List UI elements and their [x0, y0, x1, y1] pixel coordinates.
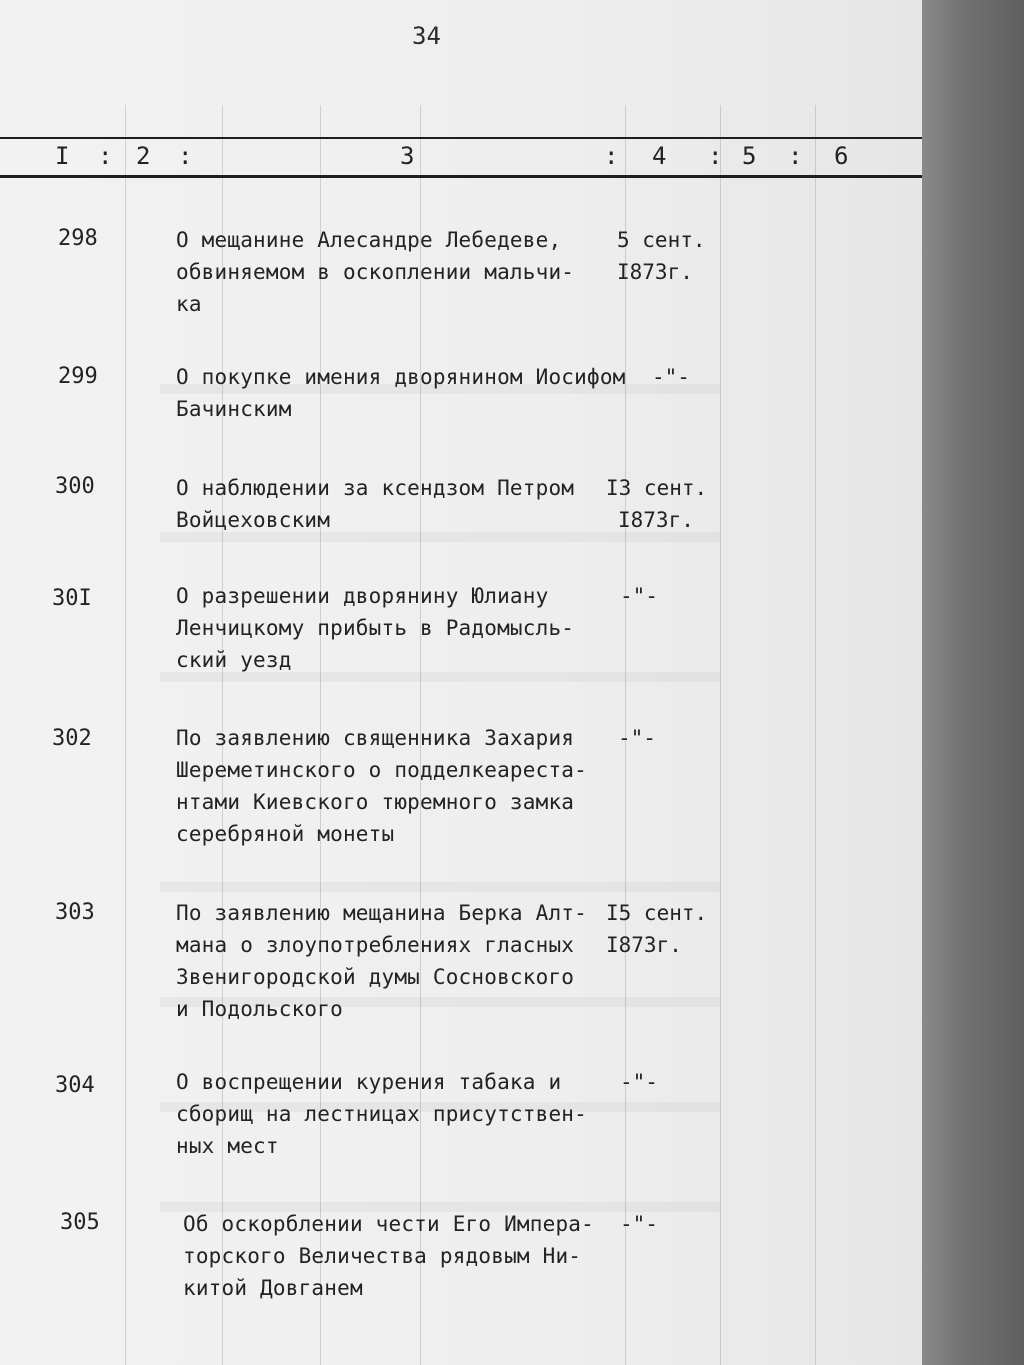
- entry-number: 303: [55, 900, 95, 925]
- column-divider: [125, 105, 126, 1365]
- entry-description: О наблюдении за ксендзом Петром Войцеховским: [176, 476, 575, 532]
- entry-description: О покупке имения дворянином Иосифом Бачинским: [176, 365, 626, 421]
- entry-date: I3 сент. I873г.: [606, 476, 708, 532]
- column-separator: :: [178, 142, 193, 170]
- column-separator: :: [708, 142, 723, 170]
- column-header-3: 3: [400, 142, 415, 170]
- column-header-1: I: [55, 142, 70, 170]
- header-bottom-rule: [0, 175, 922, 178]
- column-divider: [815, 105, 816, 1365]
- entry-date: -"-: [620, 1212, 658, 1236]
- entry-description: О разрешении дворянину Юлиану Ленчицкому прибыть в Радомысль- ский уезд: [176, 584, 575, 672]
- entry-number: 30I: [52, 586, 92, 611]
- entry-number: 302: [52, 726, 92, 751]
- entry-description: О воспрещении курения табака и сборищ на лестницах присутствен- ных мест: [176, 1070, 587, 1158]
- entry-description: По заявлению священника Захария Шереметинского о подделкеареста- нтами Киевского тюремного замка серебряной монеты: [176, 726, 587, 846]
- column-header-6: 6: [834, 142, 849, 170]
- entry-number: 300: [55, 474, 95, 499]
- column-header-5: 5: [742, 142, 757, 170]
- entry-number: 304: [55, 1073, 95, 1098]
- column-divider: [720, 105, 721, 1365]
- background-surface: [922, 0, 1024, 1365]
- entry-description: По заявлению мещанина Берка Алт- мана о злоупотреблениях гласных Звенигородской думы Сосновского и Подольского: [176, 901, 587, 1021]
- column-header-2: 2: [136, 142, 151, 170]
- column-separator: :: [788, 142, 803, 170]
- entry-date: I5 сент. I873г.: [606, 901, 708, 957]
- column-separator: :: [98, 142, 113, 170]
- entry-date: -"-: [620, 584, 658, 608]
- entry-number: 305: [60, 1210, 100, 1235]
- column-header-4: 4: [652, 142, 667, 170]
- entry-date: -"-: [620, 1070, 658, 1094]
- entry-description: Об оскорблении чести Его Импера- торского Величества рядовым Ни- китой Довганем: [183, 1212, 594, 1300]
- entry-description: О мещанине Алесандре Лебедеве, обвиняемом в оскоплении мальчи- ка: [176, 228, 575, 316]
- column-separator: :: [604, 142, 619, 170]
- entry-date: -"-: [652, 365, 690, 389]
- entry-date: 5 сент. I873г.: [617, 228, 706, 284]
- entry-date: -"-: [618, 726, 656, 750]
- header-top-rule: [0, 137, 922, 139]
- entry-number: 298: [58, 226, 98, 251]
- page-number: 34: [412, 22, 441, 50]
- entry-number: 299: [58, 364, 98, 389]
